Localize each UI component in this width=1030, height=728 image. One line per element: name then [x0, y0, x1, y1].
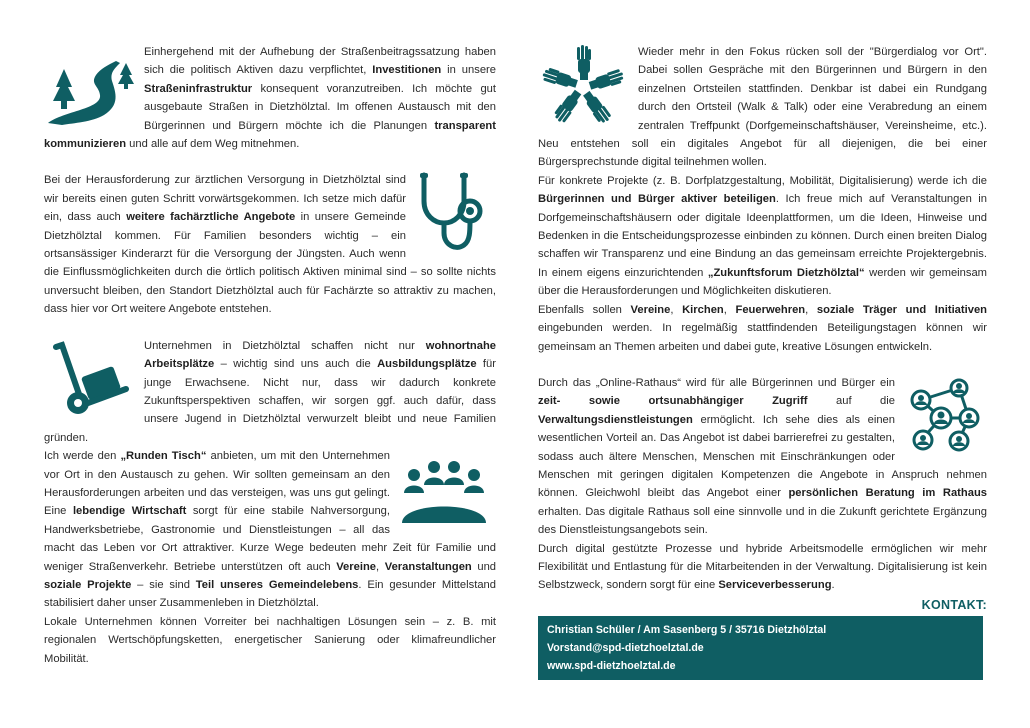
- bold-phrase: Straßeninfrastruktur: [144, 82, 253, 95]
- paragraph-jobs: Unternehmen in Dietzhölztal schaffen nicht nur wohnortnahe Arbeitsplätze – wichtig sind uns auch die Ausbildungsplätze für junge Erwachsene. Nicht nur, dass wir dadurch konkrete Zukunftsperspektiven schaffen, wir sorgen ggf. auch dafür, dass unsere Jugend in Dietzhölztal verwurzelt bleibt und neue Familien gründen.: [44, 339, 496, 444]
- people-network-icon: [903, 378, 987, 454]
- bold-phrase: Ausbildungsplätze: [377, 358, 477, 371]
- bold-phrase: Vereine: [336, 560, 377, 573]
- bold-phrase: persönlichen Beratung im Rathaus: [788, 487, 987, 500]
- bold-phrase: Vereine: [630, 303, 671, 316]
- road-trees-icon: [44, 51, 138, 127]
- stethoscope-icon: [414, 171, 486, 255]
- bold-phrase: Veranstaltungen: [384, 560, 472, 573]
- bold-phrase: Kirchen: [682, 303, 724, 316]
- paragraph-roads: Einhergehend mit der Aufhebung der Straßenbeitragssatzung haben sich die politisch Aktiven dazu verpflichtet, Investitionen in unsere Straßeninfrastruktur konsequent voranzutreiben. Ich möchte gut ausgebaute Straßen in Dietzhölztal. Im offenen Austausch mit den Bürgerinnen und Bürgern möchte ich die Planungen transparent kommunizieren und alle auf dem Weg mitnehmen.: [44, 46, 496, 151]
- contact-address: Christian Schüler / Am Sasenberg 5 / 35716 Dietzhölztal: [547, 623, 827, 636]
- bold-phrase: lebendige Wirtschaft: [72, 505, 187, 518]
- bold-phrase: soziale Träger und Initiativen: [816, 303, 988, 316]
- paragraph-medical: Bei der Herausforderung zur ärztlichen Versorgung in Dietzhölztal sind wir bereits einen guten Schritt vorwärtsgekommen. Ich setze mich dafür ein, dass auch weitere fachärztliche Angebote in unsere Gemeinde Dietzhölztal kommen. Für Familien besonders wichtig – ein ortsansässiger Kinderarzt für die Versorgung der Jüngsten. Auch wenn die Einflussmöglichkeiten durch die örtlich politisch Aktiven minimal sind – so sollte nichts unversucht bleiben, den Standort Dietzhölztal auch für Fachärzte so attraktiv zu machen, dass hier vor Ort weitere Angebote entstehen.: [44, 174, 496, 316]
- bold-phrase: wohnortnahe Arbeitsplätze: [144, 339, 496, 371]
- paragraph-citizen-dialog: Wieder mehr in den Fokus rücken soll der "Bürgerdialog vor Ort". Dabei sollen Gespräche mit den Bürgerinnen und Bürgern in den einzelnen Ortsteilen stattfinden. Denkbar ist dabei ein Rundgang durch den Ortsteil (Walk & Talk) oder eine Verabredung an einem zentralen Treffpunkt (Dorfgemeinschaftshäuser, Vereinsheime, etc.). Neu entstehen soll ein digitales Angebot für all diejenigen, die bei einer Bürgersprechstunde digital teilnehmen wollen.: [538, 46, 987, 169]
- bold-phrase: transparent kommunizieren: [44, 119, 496, 151]
- paragraph-round-table: Ich werde den „Runden Tisch“ anbieten, um mit den Unternehmen vor Ort in den Austausch zu gehen. Wir sollten gemeinsam an den Herausforderungen arbeiten und das versteigen, was uns gut gelingt. Eine lebendige Wirtschaft sorgt für eine stabile Nahversorgung, Handwerksbetriebe, Gastronomie und Dienstleistungen – all das macht das Leben vor Ort attraktiver. Kurze Wege bedeuten mehr Zeit für Familie und weniger Straßenverkehr. Betriebe unterstützen oft auch Vereine, Veranstaltungen und soziale Projekte – sie sind Teil unseres Gemeindelebens. Ein gesunder Mittelstand stabilisiert daher unser Zusammenleben in Dietzhölztal.: [44, 450, 497, 610]
- bold-phrase: Investitionen: [372, 64, 442, 77]
- contact-email[interactable]: Vorstand@spd-dietzhoelztal.de: [547, 641, 704, 654]
- bold-phrase: Verwaltungsdienstleistungen: [538, 413, 693, 426]
- paragraph-participation: Für konkrete Projekte (z. B. Dorfplatzgestaltung, Mobilität, Digitalisierung) werde ich die Bürgerinnen und Bürger aktiver beteiligen. Ich freue mich auf Veranstaltungen in Dorfgemeinschaftshäusern oder digitale Ideenplattformen, um die Ideen, Hinweise und Bedenken in die Entscheidungsprozesse einbinden zu können. Durch einen breiten Dialog schaffen wir Transparenz und eine Bindung an das gemeinsam erreichte Projektergebnis. In einem eigens einzurichtenden „Zukunftsforum Dietzhölztal“ werden wir gemeinsam über die Herausforderungen und Möglichkeiten diskutieren.: [538, 174, 988, 298]
- right-column: [538, 43, 987, 680]
- paragraph-digitalisation: Durch digital gestützte Prozesse und hybride Arbeitsmodelle ermöglichen wir mehr Flexibilität und Entlastung für die Mitarbeitenden in der Verwaltung. Digitalisierung ist kein Selbstzweck, sondern sorgt für eine Serviceverbesserung.: [538, 542, 987, 592]
- left-column: [44, 43, 496, 668]
- bold-phrase: soziale Projekte: [44, 578, 132, 591]
- round-table-icon: [400, 453, 490, 525]
- bold-phrase: zeit- sowie ortsunabhängiger Zugriff: [538, 395, 808, 408]
- hands-circle-icon: [538, 43, 632, 133]
- bold-phrase: „Runden Tisch“: [120, 450, 207, 463]
- contact-label: KONTAKT:: [921, 597, 987, 612]
- bold-phrase: Bürgerinnen und Bürger aktiver beteiligen: [538, 193, 776, 206]
- bold-phrase: Teil unseres Gemeindelebens: [195, 578, 359, 591]
- bold-phrase: „Zukunftsforum Dietzhölztal“: [707, 266, 865, 279]
- paragraph-online-townhall: Durch das „Online-Rathaus“ wird für alle Bürgerinnen und Bürger ein zeit- sowie ortsunabhängiger Zugriff auf die Verwaltungsdienstleistungen ermöglicht. Ich sehe dies als einen wesentlichen Vorteil an. Das Angebot ist dabei barrierefrei zu gestalten, sodass auch ältere Menschen, Menschen mit Einschränkungen oder Menschen mit geringen digitalen Kompetenzen die Angebote in Anspruch nehmen können. Gleichwohl bleibt das Angebot einer persönlichen Beratung im Rathaus erhalten. Das digitale Rathaus soll eine sinnvolle und in die Zukunft gerichtete Ergänzung des Dienstleistungsangebots sein.: [538, 376, 987, 537]
- bold-phrase: weitere fachärztliche Angebote: [126, 211, 296, 224]
- contact-website[interactable]: www.spd-dietzhoelztal.de: [547, 659, 676, 672]
- hand-truck-icon: [44, 341, 138, 417]
- paragraph-sustainability: Lokale Unternehmen können Vorreiter bei nachhaltigen Lösungen sein – z. B. mit regionalen Wertschöpfungsketten, energetischer Sanierung oder klimafreundlicher Mobilität.: [44, 615, 496, 665]
- contact-box: [538, 616, 983, 680]
- bold-phrase: Feuerwehren: [735, 303, 806, 316]
- bold-phrase: Serviceverbesserung: [718, 579, 832, 592]
- paragraph-associations: Ebenfalls sollen Vereine, Kirchen, Feuerwehren, soziale Träger und Initiativen eingebunden werden. In regelmäßig stattfindenden Beteiligungstagen können wir gemeinsam an Themen arbeiten und dabei gute, kreative Lösungen entwickeln.: [538, 303, 988, 353]
